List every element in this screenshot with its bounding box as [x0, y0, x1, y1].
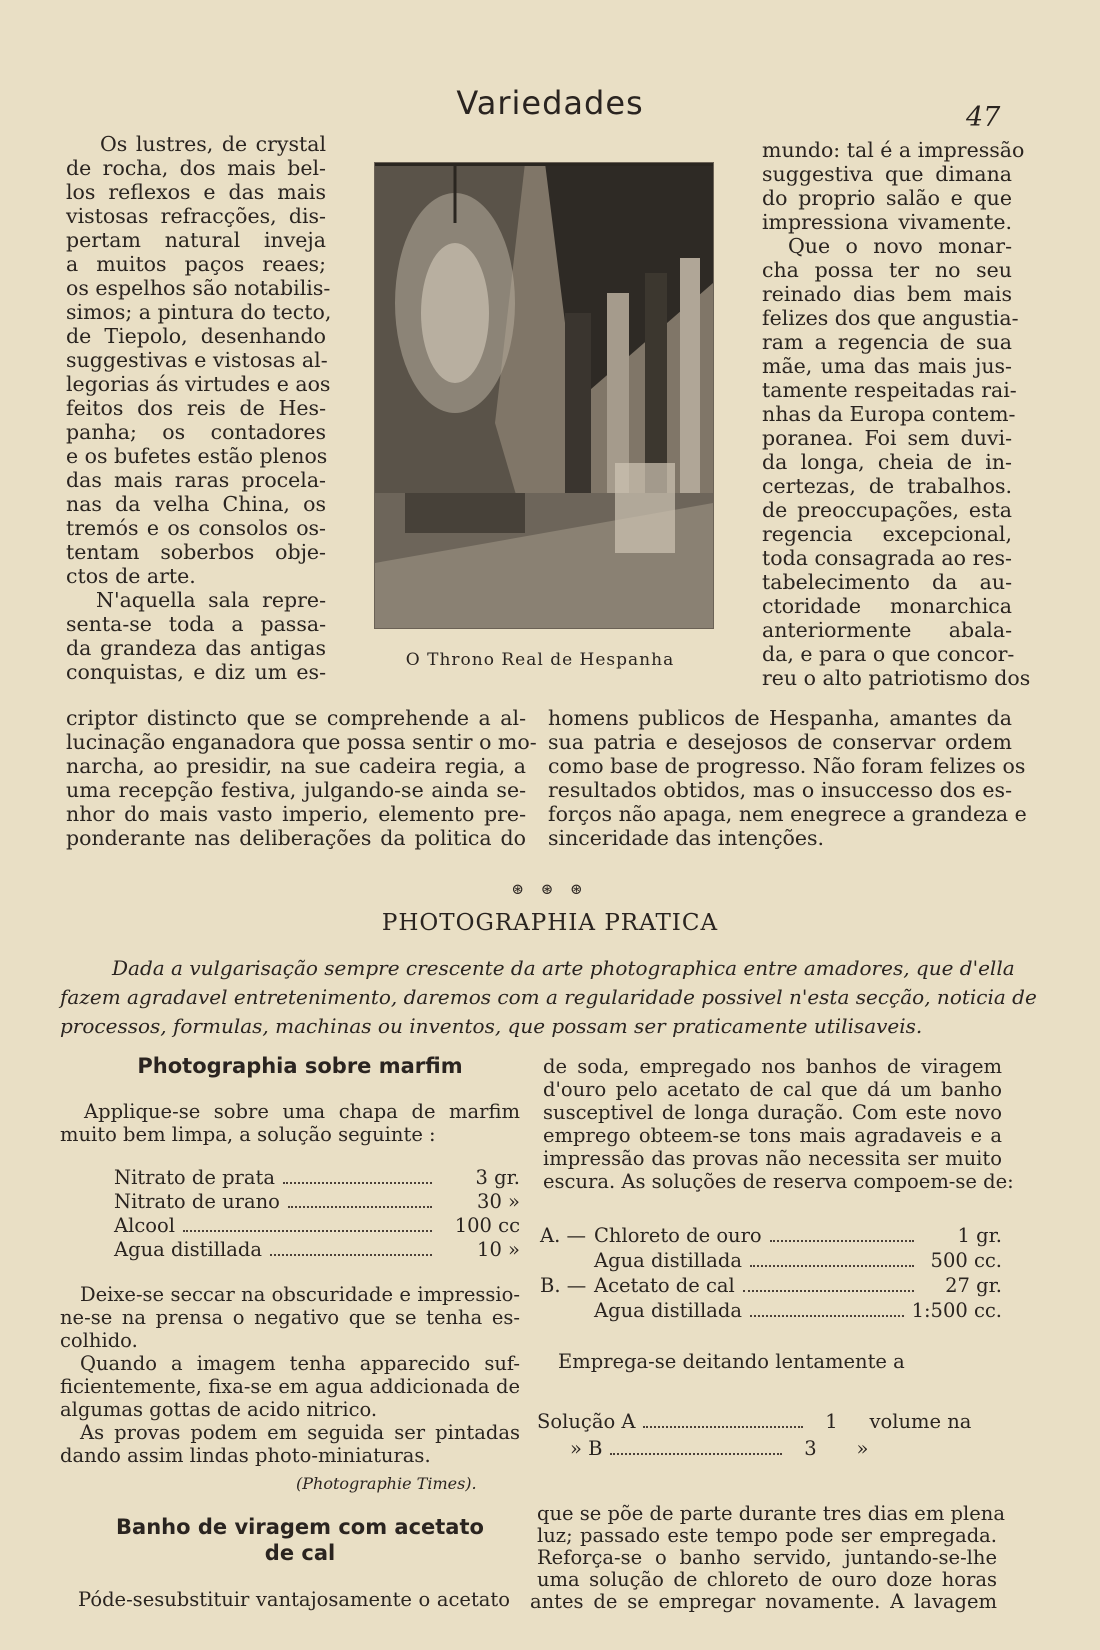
leader-dots: [750, 1265, 914, 1267]
text-line: sinceridade das intenções.: [548, 826, 825, 850]
text-line: como base de progresso. Não foram felizes os: [548, 754, 1026, 778]
leader-dots: [743, 1290, 914, 1292]
text-line: das mais raras procela-: [66, 468, 326, 492]
ingredient-quantity: 1:500 cc.: [911, 1299, 1002, 1322]
text-line: N'aquella sala repre-: [96, 588, 326, 612]
text-line: sua patria e desejosos de conservar ordem: [548, 730, 1012, 754]
text-line: ponderante nas deliberações da politica do: [66, 826, 526, 850]
text-line: impressiona vivamente.: [762, 210, 1012, 234]
text-line: reinado dias bem mais: [762, 282, 1012, 306]
text-line: tamente respeitadas rai-: [762, 378, 1017, 402]
recipe-row: [540, 1299, 1002, 1323]
ingredient-name: Agua distillada: [594, 1299, 742, 1322]
text-line: luz; passado este tempo pode ser empregada.: [537, 1524, 997, 1547]
instruction-line: Emprega-se deitando lentamente a: [558, 1350, 905, 1373]
text-line: poranea. Foi sem duvi-: [762, 426, 1012, 450]
text-line: que se põe de parte durante tres dias em plena: [537, 1502, 1005, 1525]
text-line: felizes dos que angustia-: [762, 306, 1019, 330]
text-line: ne-se na prensa o negativo que se tenha es-: [60, 1306, 520, 1329]
recipe-row: [114, 1238, 520, 1262]
toning-heading-line1: Banho de viragem com acetato: [116, 1515, 484, 1539]
text-line: e os bufetes estão plenos: [66, 444, 328, 468]
text-line: Deixe-se seccar na obscuridade e impressio-: [80, 1283, 520, 1306]
text-line: suggestiva que dimana: [762, 162, 1012, 186]
text-line: toda consagrada ao res-: [762, 546, 1012, 570]
ingredient-name: Nitrato de prata: [114, 1166, 275, 1189]
text-line: cha possa ter no seu: [762, 258, 1012, 282]
ingredient-name: Nitrato de urano: [114, 1190, 280, 1213]
ingredient-name: Agua distillada: [114, 1238, 262, 1261]
recipe-row: [114, 1190, 520, 1214]
section-title: PHOTOGRAPHIA PRATICA: [381, 910, 719, 936]
text-line: impressão das provas não necessita ser muito: [543, 1147, 1002, 1170]
recipe-row: [540, 1274, 1002, 1298]
throne-room-illustration: [374, 162, 714, 629]
text-line: regencia excepcional,: [762, 522, 1012, 546]
text-line: narcha, ao presidir, na sue cadeira regia, a: [66, 754, 526, 778]
source-credit: (Photographie Times).: [296, 1474, 477, 1493]
throne-room-engraving: [375, 163, 713, 628]
text-line: los reflexos e das mais: [66, 180, 326, 204]
ingredient-name: Agua distillada: [594, 1249, 742, 1272]
text-line: lucinação enganadora que possa sentir o mo-: [66, 730, 537, 754]
text-line: a muitos paços reaes;: [66, 252, 326, 276]
leader-dots: [283, 1182, 432, 1184]
text-line: certezas, de trabalhos.: [762, 474, 1012, 498]
text-line: muito bem limpa, a solução seguinte :: [60, 1123, 436, 1146]
ingredient-quantity: 30 »: [477, 1190, 520, 1213]
text-line: Applique-se sobre uma chapa de marfim: [84, 1100, 520, 1123]
toning-heading-line2: de cal: [264, 1541, 336, 1565]
text-line: dando assim lindas photo-miniaturas.: [60, 1444, 431, 1467]
leader-dots: [270, 1254, 432, 1256]
text-line: senta-se toda a passa-: [66, 612, 326, 636]
ivory-heading: Photographia sobre marfim: [137, 1054, 463, 1078]
mix-unit: »: [856, 1437, 869, 1460]
text-line: susceptivel de longa duração. Com este novo: [543, 1101, 1002, 1124]
text-line: Quando a imagem tenha apparecido suf-: [80, 1352, 520, 1375]
solution-label: B. —: [540, 1274, 587, 1297]
text-line: conquistas, e diz um es-: [66, 660, 326, 684]
text-line: antes de se empregar novamente. A lavagem: [530, 1590, 997, 1613]
text-line: mãe, uma das mais jus-: [762, 354, 1012, 378]
ingredient-name: Chloreto de ouro: [594, 1224, 762, 1247]
ingredient-quantity: 27 gr.: [945, 1274, 1002, 1297]
text-line: panha; os contadores: [66, 420, 326, 444]
text-line: pertam natural inveja: [66, 228, 326, 252]
text-line: tabelecimento da au-: [762, 570, 1012, 594]
text-line: vistosas refracções, dis-: [66, 204, 326, 228]
ingredient-name: Acetato de cal: [594, 1274, 735, 1297]
text-line: resultados obtidos, mas o insuccesso dos es-: [548, 778, 1012, 802]
text-line: Que o novo monar-: [788, 234, 1012, 258]
text-line: ctos de arte.: [66, 564, 196, 588]
text-line: nhas da Europa contem-: [762, 402, 1016, 426]
leader-dots: [610, 1453, 782, 1455]
text-line: tremós e os consolos os-: [66, 516, 326, 540]
text-line: legorias ás virtudes e aos: [66, 372, 331, 396]
leader-dots: [288, 1206, 432, 1208]
solution-label: A. —: [540, 1224, 586, 1247]
ingredient-quantity: 500 cc.: [930, 1249, 1002, 1272]
text-line: suggestivas e vistosas al-: [66, 348, 328, 372]
text-line: de preoccupações, esta: [762, 498, 1012, 522]
text-line: homens publicos de Hespanha, amantes da: [548, 706, 1012, 730]
text-line: d'ouro pelo acetato de cal que dá um banho: [543, 1078, 1002, 1101]
text-line: de rocha, dos mais bel-: [66, 156, 326, 180]
text-line: ficientemente, fixa-se em agua addicionada de: [60, 1375, 520, 1398]
text-line: anteriormente abala-: [762, 618, 1012, 642]
text-line: da, e para o que concor-: [762, 642, 1015, 666]
running-title: Variedades: [456, 84, 644, 122]
text-line: Os lustres, de crystal: [100, 132, 326, 156]
recipe-row: [114, 1166, 520, 1190]
text-line: criptor distincto que se comprehende a al-: [66, 706, 526, 730]
text-line: uma solução de chloreto de ouro doze horas: [537, 1568, 997, 1591]
figure-caption: O Throno Real de Hespanha: [405, 650, 675, 670]
text-line: ctoridade monarchica: [762, 594, 1012, 618]
text-line: da longa, cheia de in-: [762, 450, 1012, 474]
text-line: uma recepção festiva, julgando-se ainda se-: [66, 778, 526, 802]
leader-dots: [643, 1426, 803, 1428]
leader-dots: [183, 1230, 432, 1232]
text-line: os espelhos são notabilis-: [66, 276, 331, 300]
text-line: de Tiepolo, desenhando: [66, 324, 326, 348]
ornament-divider: ⊛ ⊛ ⊛: [511, 880, 589, 898]
mix-unit: volume na: [869, 1410, 972, 1433]
text-line: forços não apaga, nem enegrece a grandeza e: [548, 802, 1027, 826]
leader-dots: [770, 1240, 914, 1242]
text-line: reu o alto patriotismo dos: [762, 666, 1031, 690]
text-line: nhor do mais vasto imperio, elemento pre-: [66, 802, 526, 826]
text-line: tentam soberbos obje-: [66, 540, 326, 564]
mix-amount: 3: [804, 1437, 817, 1460]
text-line: processos, formulas, machinas ou inventos, que possam ser praticamente utilisaveis.: [60, 1014, 923, 1038]
page-number: 47: [966, 102, 1001, 133]
recipe-row: [540, 1249, 1002, 1273]
text-line: colhido.: [60, 1329, 138, 1352]
text-line: feitos dos reis de Hes-: [66, 396, 326, 420]
mix-row: [570, 1437, 997, 1461]
text-line: As provas podem em seguida ser pintadas: [80, 1421, 520, 1444]
solution-name: » B: [570, 1437, 603, 1460]
ingredient-quantity: 1 gr.: [957, 1224, 1002, 1247]
mix-row: [537, 1410, 997, 1434]
text-line: Reforça-se o banho servido, juntando-se-lhe: [537, 1546, 997, 1569]
text-line: do proprio salão e que: [762, 186, 1012, 210]
text-line: de soda, empregado nos banhos de viragem: [543, 1055, 1002, 1078]
ingredient-quantity: 10 »: [477, 1238, 520, 1261]
recipe-row: [114, 1214, 520, 1238]
text-line: Póde-sesubstituir vantajosamente o acetato: [78, 1588, 510, 1611]
ingredient-quantity: 100 cc: [454, 1214, 520, 1237]
text-line: simos; a pintura do tecto,: [66, 300, 332, 324]
ingredient-quantity: 3 gr.: [475, 1166, 520, 1189]
recipe-row: [540, 1224, 1002, 1248]
text-line: algumas gottas de acido nitrico.: [60, 1398, 378, 1421]
text-line: da grandeza das antigas: [66, 636, 326, 660]
text-line: emprego obteem-se tons mais agradaveis e a: [543, 1124, 1002, 1147]
solution-name: Solução A: [537, 1410, 636, 1433]
ingredient-name: Alcool: [114, 1214, 175, 1237]
leader-dots: [750, 1315, 904, 1317]
text-line: fazem agradavel entretenimento, daremos com a regularidade possivel n'esta secção, noticia de: [60, 985, 1037, 1009]
text-line: Dada a vulgarisação sempre crescente da arte photographica entre amadores, que d'ella: [112, 956, 1015, 980]
text-line: escura. As soluções de reserva compoem-se de:: [543, 1170, 1014, 1193]
text-line: ram a regencia de sua: [762, 330, 1012, 354]
mix-amount: 1: [825, 1410, 838, 1433]
text-line: mundo: tal é a impressão: [762, 138, 1025, 162]
text-line: nas da velha China, os: [66, 492, 326, 516]
